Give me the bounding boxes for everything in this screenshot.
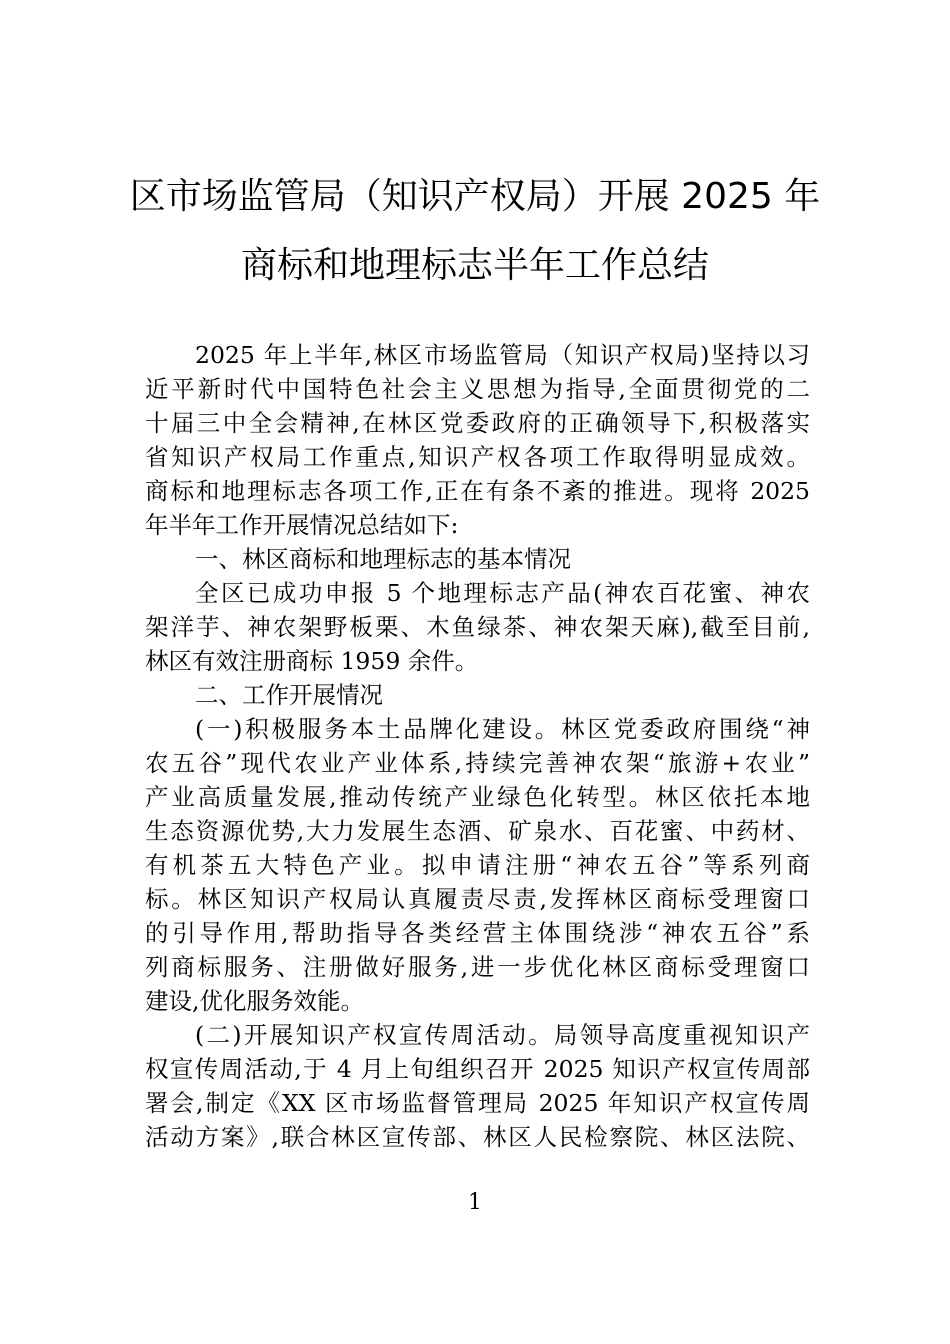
paragraph-publicity-line: 权宣传周活动,于 4 月上旬组织召开 2025 知识产权宣传周部 — [145, 1055, 810, 1083]
paragraph-intro-line: 商标和地理标志各项工作,正在有条不紊的推进。现将 2025 — [145, 477, 810, 505]
document-title-line-2: 商标和地理标志半年工作总结 — [240, 245, 709, 286]
paragraph-brand-line: 标。林区知识产权局认真履责尽责,发挥林区商标受理窗口 — [145, 885, 810, 913]
paragraph-brand-line: 生态资源优势,大力发展生态酒、矿泉水、百花蜜、中药材、 — [145, 817, 810, 845]
document-title-line-1: 区市场监管局（知识产权局）开展 2025 年 — [129, 176, 821, 217]
section-heading-1: 一、林区商标和地理标志的基本情况 — [195, 545, 571, 573]
paragraph-intro-line: 近平新时代中国特色社会主义思想为指导,全面贯彻党的二 — [145, 375, 810, 403]
paragraph-intro-line: 年半年工作开展情况总结如下: — [145, 511, 459, 539]
paragraph-brand-line: 的引导作用,帮助指导各类经营主体围绕涉“神农五谷”系 — [145, 919, 810, 947]
paragraph-brand-line: 建设,优化服务效能。 — [145, 987, 364, 1015]
paragraph-intro-line: 十届三中全会精神,在林区党委政府的正确领导下,积极落实 — [145, 409, 810, 437]
paragraph-publicity-line: 活动方案》,联合林区宣传部、林区人民检察院、林区法院、 — [145, 1123, 810, 1151]
paragraph-basic-line: 全区已成功申报 5 个地理标志产品(神农百花蜜、神农 — [195, 579, 810, 607]
paragraph-intro-line: 省知识产权局工作重点,知识产权各项工作取得明显成效。 — [145, 443, 810, 471]
paragraph-brand-line: 农五谷”现代农业产业体系,持续完善神农架“旅游+农业” — [145, 749, 810, 777]
paragraph-brand-line: 有机茶五大特色产业。拟申请注册“神农五谷”等系列商 — [145, 851, 810, 879]
paragraph-brand-line: 列商标服务、注册做好服务,进一步优化林区商标受理窗口 — [145, 953, 810, 981]
paragraph-brand-line: (一)积极服务本土品牌化建设。林区党委政府围绕“神 — [195, 715, 810, 743]
page-number: 1 — [468, 1190, 482, 1215]
paragraph-basic-line: 林区有效注册商标 1959 余件。 — [145, 647, 479, 675]
paragraph-intro-line: 2025 年上半年,林区市场监管局（知识产权局)坚持以习 — [195, 341, 810, 369]
paragraph-publicity-line: (二)开展知识产权宣传周活动。局领导高度重视知识产 — [195, 1021, 810, 1049]
paragraph-publicity-line: 署会,制定《XX 区市场监督管理局 2025 年知识产权宣传周 — [145, 1089, 810, 1117]
section-heading-2: 二、工作开展情况 — [195, 681, 383, 709]
paragraph-brand-line: 产业高质量发展,推动传统产业绿色化转型。林区依托本地 — [145, 783, 810, 811]
paragraph-basic-line: 架洋芋、神农架野板栗、木鱼绿茶、神农架天麻),截至目前, — [145, 613, 810, 641]
